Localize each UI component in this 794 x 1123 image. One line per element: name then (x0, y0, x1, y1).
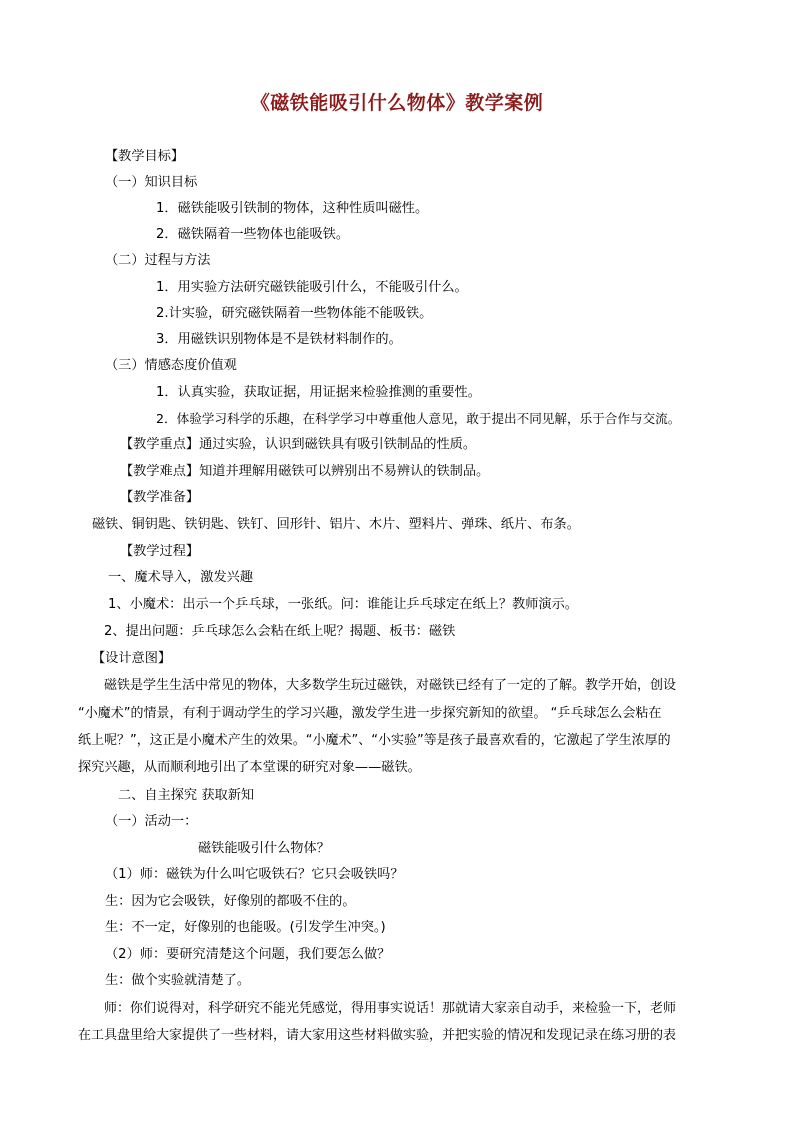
materials-list: 磁铁、铜钥匙、铁钥匙、铁钉、回形针、铝片、木片、塑料片、弹珠、纸片、布条。 (92, 517, 580, 532)
process-step: 1、小魔术：出示一个乒乓球，一张纸。问：谁能让乒乓球定在纸上？教师演示。 (108, 597, 578, 612)
goal-item: 2．体验学习科学的乐趣，在科学学习中尊重他人意见，敢于提出不同见解，乐于合作与交流。 (156, 411, 681, 426)
section-self-explore: 二、自主探究 获取新知 (118, 788, 255, 803)
paragraph-line: 纸上呢？”，这正是小魔术产生的效果。“小魔术”、“小实验”等是孩子最喜欢看的，它激起了学生浓厚的 (78, 733, 671, 748)
paragraph-line: 磁铁是学生生活中常见的物体，大多数学生玩过磁铁，对磁铁已经有了一定的了解。教学开始，创设 (104, 678, 677, 693)
paragraph-line: “小魔术”的情景，有利于调动学生的学习兴趣，激发学生进一步探究新知的欲望。 “乒乓球怎么会粘在 (78, 706, 662, 721)
heading-teaching-goals: 【教学目标】 (105, 149, 185, 164)
paragraph-line: 师：你们说得对，科学研究不能光凭感觉，得用事实说话！那就请大家亲自动手，来检验一下，老师 (104, 1001, 677, 1016)
goal-item: 1．用实验方法研究磁铁能吸引什么，不能吸引什么。 (156, 280, 468, 295)
goal-item: 3．用磁铁识别物体是不是铁材料制作的。 (156, 332, 402, 347)
dialogue-line: （1）师：磁铁为什么叫它吸铁石？它只会吸铁吗？ (105, 867, 404, 882)
paragraph-line: 在工具盘里给大家提供了一些材料，请大家用这些材料做实验，并把实验的情况和发现记录在练习册的表 (78, 1028, 677, 1043)
document-title: 《磁铁能吸引什么物体》教学案例 (250, 92, 544, 114)
goal-item: 2.计实验，研究磁铁隔着一些物体能不能吸铁。 (156, 306, 433, 321)
dialogue-line: 生：因为它会吸铁，好像别的都吸不住的。 (105, 894, 356, 909)
activity-one-label: （一）活动一： (105, 814, 198, 829)
dialogue-line: （2）师：要研究清楚这个问题，我们要怎么做？ (105, 947, 391, 962)
subheading-knowledge-goals: （一）知识目标 (105, 175, 198, 190)
goal-item: 1．磁铁能吸引铁制的物体，这种性质叫磁性。 (156, 201, 429, 216)
activity-one-question: 磁铁能吸引什么物体？ (198, 841, 330, 856)
section-magic-intro: 一、魔术导入，激发兴趣 (108, 570, 254, 585)
heading-preparation: 【教学准备】 (120, 490, 200, 505)
process-step: 2、提出问题：乒乓球怎么会粘在纸上呢？揭题、板书：磁铁 (104, 624, 456, 639)
heading-design-intent: 【设计意图】 (92, 651, 172, 666)
paragraph-line: 探究兴趣，从而顺利地引出了本堂课的研究对象——磁铁。 (78, 760, 421, 775)
difficult-point: 【教学难点】知道并理解用磁铁可以辨别出不易辨认的铁制品。 (120, 464, 490, 479)
dialogue-line: 生：做个实验就清楚了。 (105, 973, 251, 988)
dialogue-line: 生：不一定，好像别的也能吸。(引发学生冲突。) (105, 920, 386, 935)
heading-teaching-process: 【教学过程】 (120, 544, 200, 559)
subheading-emotion-values: （三）情感态度价值观 (105, 358, 237, 373)
goal-item: 2．磁铁隔着一些物体也能吸铁。 (156, 227, 350, 242)
goal-item: 1．认真实验，获取证据，用证据来检验推测的重要性。 (156, 385, 481, 400)
subheading-process-method: （二）过程与方法 (105, 253, 211, 268)
key-point: 【教学重点】通过实验，认识到磁铁具有吸引铁制品的性质。 (120, 437, 477, 452)
